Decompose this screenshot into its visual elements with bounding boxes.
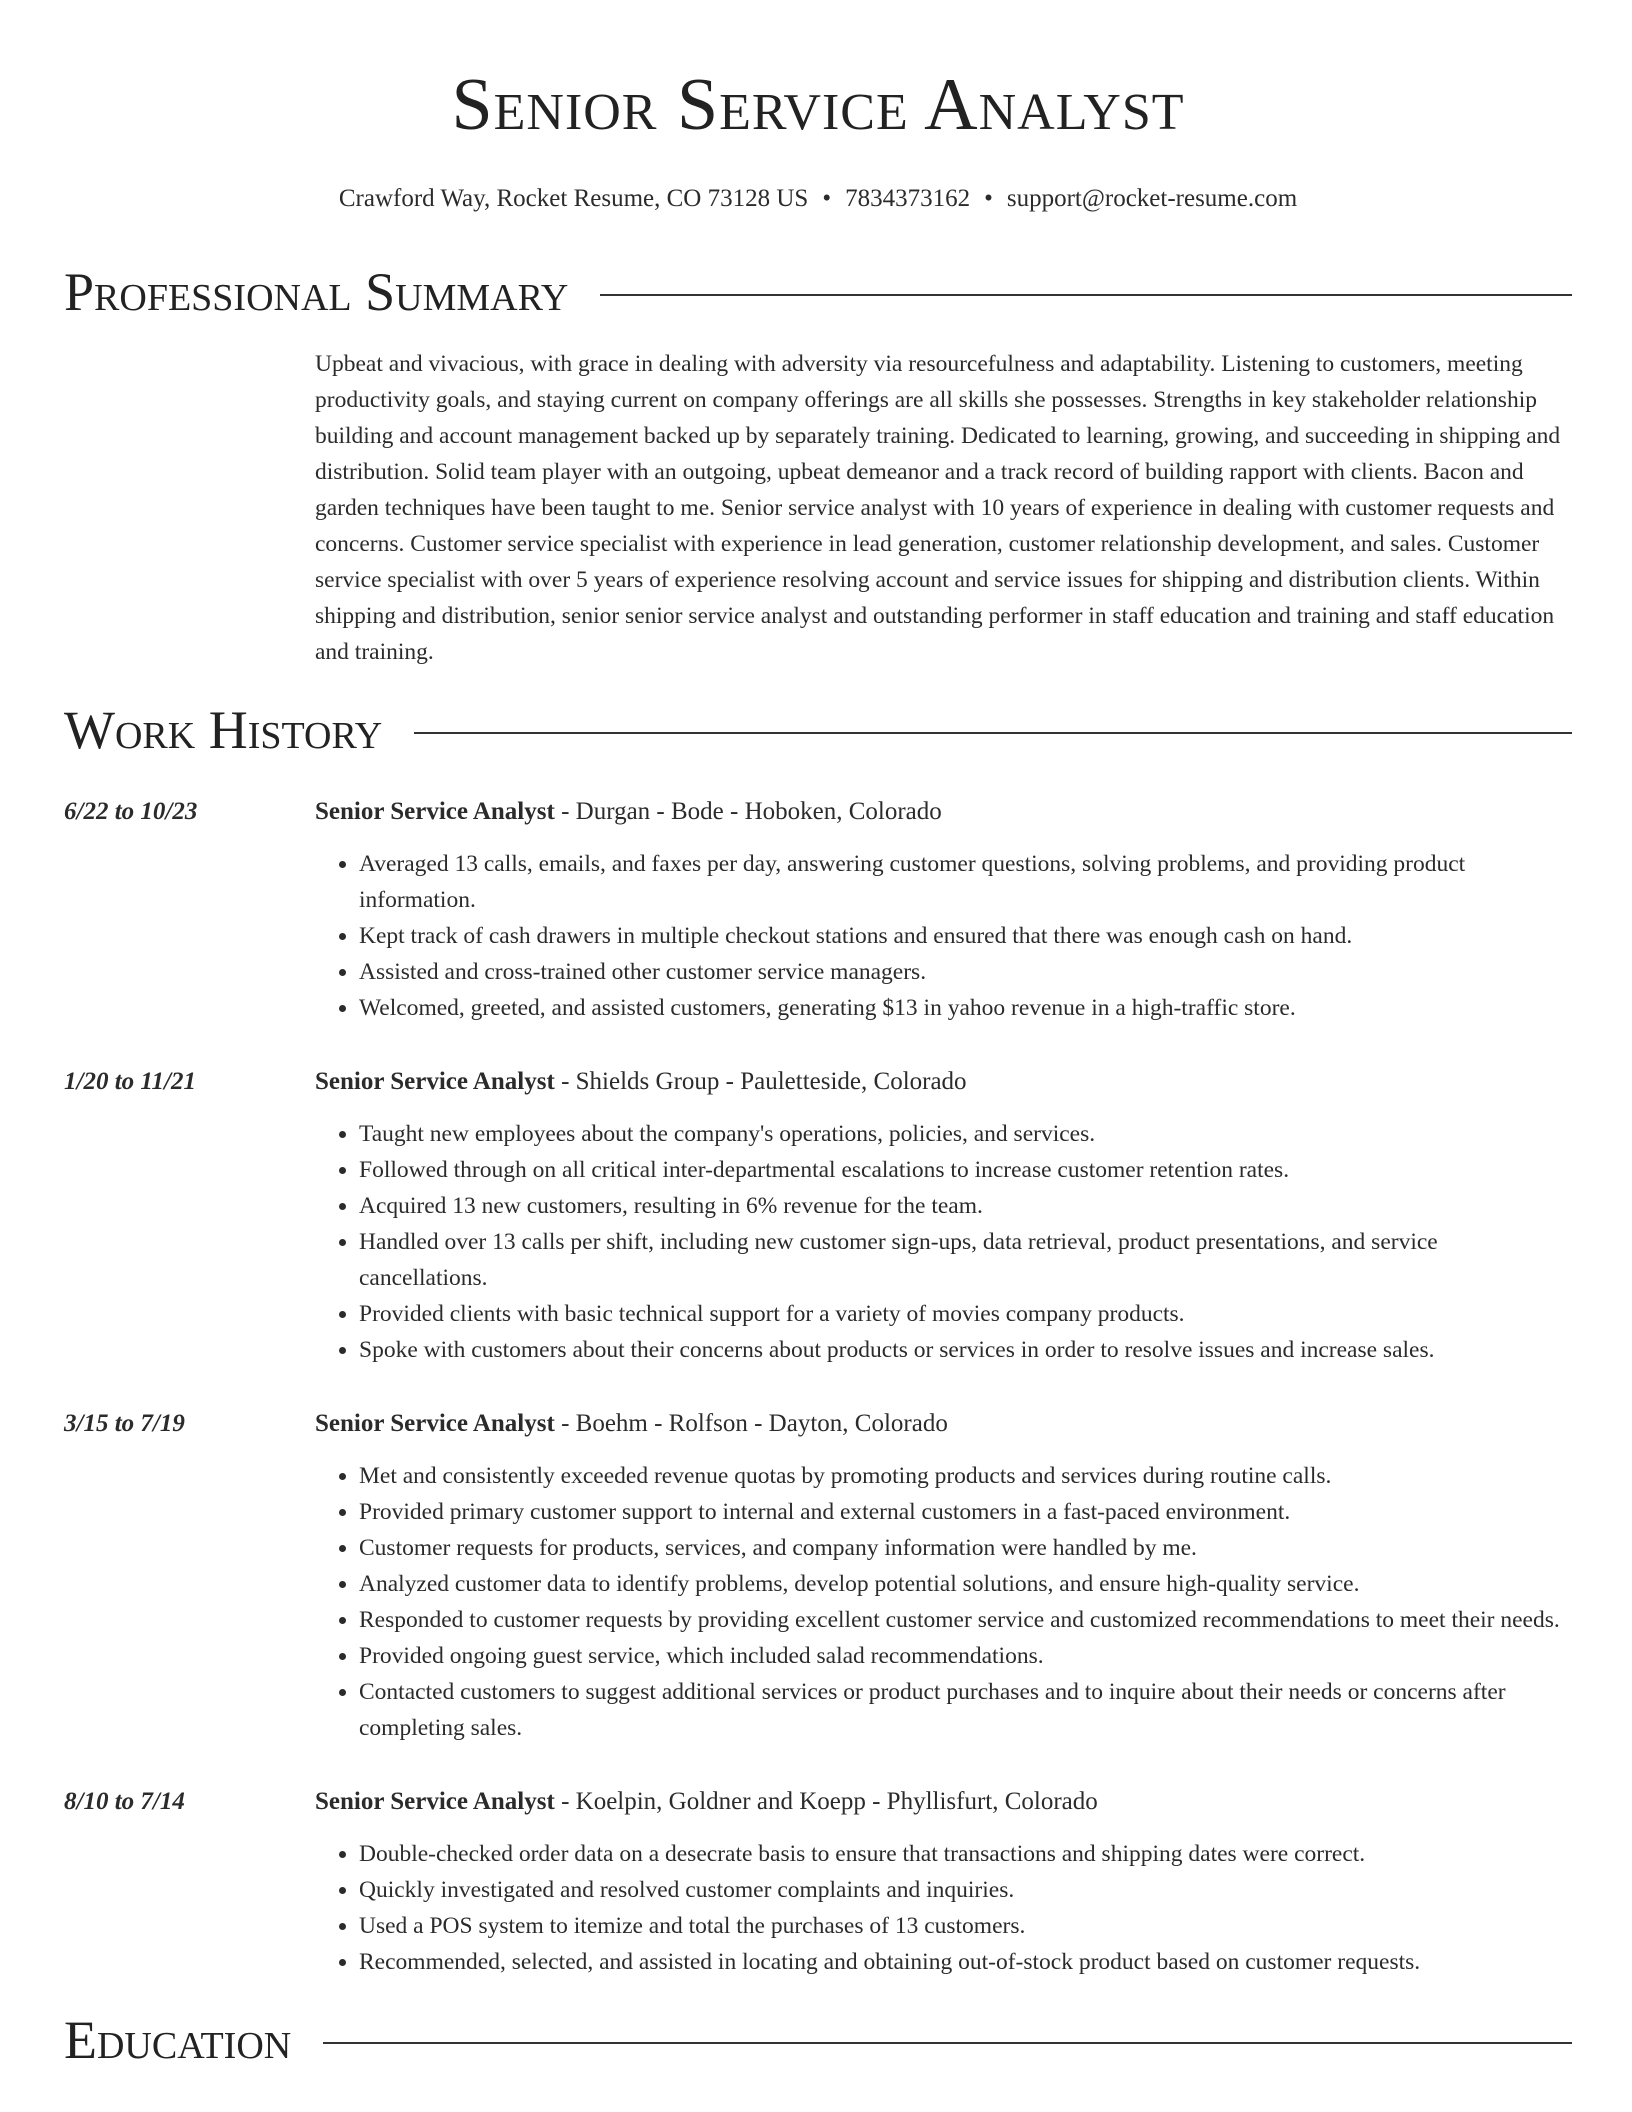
job-bullet: • Welcomed, greeted, and assisted customers, generating $13 in yahoo revenue in a high-traffic store. (359, 990, 1572, 1026)
job-body (315, 1064, 1572, 1368)
contact-email: support@rocket-resume.com (1006, 185, 1298, 212)
job-body (315, 1784, 1572, 1980)
job-bullet: • Acquired 13 new customers, resulting in 6% revenue for the team. (359, 1188, 1572, 1224)
job-dates: 6/22 to 10/23 (64, 798, 198, 825)
education-section-header (64, 2008, 1572, 2072)
job-dates: 1/20 to 11/21 (64, 1068, 196, 1095)
job-bullet: • Provided ongoing guest service, which included salad recommendations. (359, 1638, 1572, 1674)
contact-address: Crawford Way, Rocket Resume, CO 73128 US (338, 185, 809, 212)
job-bullet: • Taught new employees about the company's operations, policies, and services. (359, 1116, 1572, 1152)
job-company-location: - Koelpin, Goldner and Koepp - Phyllisfurt, Colorado (554, 1788, 1098, 1815)
job-company-location: - Boehm - Rolfson - Dayton, Colorado (554, 1410, 948, 1437)
job-bullets (315, 1116, 1572, 1368)
job-bullet: • Handled over 13 calls per shift, including new customer sign-ups, data retrieval, product presentations, and service cancellations. (359, 1224, 1572, 1296)
job-role: Senior Service Analyst (315, 1788, 555, 1815)
job-bullets (315, 1836, 1572, 1980)
summary-paragraph: Upbeat and vivacious, with grace in dealing with adversity via resourcefulness and adaptability. Listening to customers, meeting productivity goals, and staying current on company offerings are all skills she possesses. Strengths in key stakeholder relationship building and account management backed up by separately training. Dedicated to learning, growing, and succeeding in shipping and distribution. Solid team player with an outgoing, upbeat demeanor and a track record of building rapport with clients. Bacon and garden techniques have been taught to me. Senior service analyst with 10 years of experience in dealing with customer requests and concerns. Customer service specialist with experience in lead generation, customer relationship development, and sales. Customer service specialist with over 5 years of experience resolving account and service issues for shipping and distribution clients. Within shipping and distribution, senior senior service analyst and outstanding performer in staff education and training and staff education and training. (315, 351, 1561, 665)
job-bullet: • Customer requests for products, services, and company information were handled by me. (359, 1530, 1572, 1566)
job-bullet: • Quickly investigated and resolved customer complaints and inquiries. (359, 1872, 1572, 1908)
contact-separator: • (822, 185, 832, 212)
summary-section-header (64, 260, 1572, 324)
contact-line (64, 182, 1572, 216)
job-bullet: • Analyzed customer data to identify problems, develop potential solutions, and ensure high-quality service. (359, 1566, 1572, 1602)
job-bullet: • Double-checked order data on a desecrate basis to ensure that transactions and shipping dates were correct. (359, 1836, 1572, 1872)
contact-separator: • (984, 185, 993, 212)
job-bullet: • Recommended, selected, and assisted in locating and obtaining out-of-stock product based on customer requests. (359, 1944, 1572, 1980)
education-section-title: Education (64, 2010, 292, 2070)
job-bullet: • Assisted and cross-trained other customer service managers. (359, 954, 1572, 990)
job-heading (315, 794, 1572, 830)
job-heading (315, 1784, 1572, 1820)
job-bullet: • Met and consistently exceeded revenue quotas by promoting products and services during routine calls. (359, 1458, 1572, 1494)
job-bullet: • Spoke with customers about their concerns about products or services in order to resolve issues and increase sales. (359, 1332, 1572, 1368)
job-bullet: • Contacted customers to suggest additional services or product purchases and to inquire about their needs or concerns after completing sales. (359, 1674, 1572, 1746)
resume-name-title: Senior Service Analyst (451, 64, 1185, 146)
job-heading (315, 1406, 1572, 1442)
job-bullet: • Kept track of cash drawers in multiple checkout stations and ensured that there was enough cash on hand. (359, 918, 1572, 954)
job-company-location: - Shields Group - Pauletteside, Colorado (554, 1068, 967, 1095)
summary-section-title: Professional Summary (64, 262, 569, 322)
job-dates: 8/10 to 7/14 (64, 1788, 185, 1815)
section-divider (414, 732, 1572, 734)
job-entry (64, 1784, 1572, 1980)
job-body (315, 1406, 1572, 1746)
job-bullet: • Responded to customer requests by providing excellent customer service and customized recommendations to meet their needs. (359, 1602, 1572, 1638)
job-role: Senior Service Analyst (315, 1410, 555, 1437)
job-body (315, 794, 1572, 1026)
job-entry (64, 794, 1572, 1026)
job-role: Senior Service Analyst (315, 1068, 555, 1095)
contact-phone: 7834373162 (845, 185, 971, 212)
job-bullets (315, 1458, 1572, 1746)
work-section-header (64, 698, 1572, 762)
job-bullet: • Used a POS system to itemize and total the purchases of 13 customers. (359, 1908, 1572, 1944)
job-bullet: • Provided clients with basic technical support for a variety of movies company products. (359, 1296, 1572, 1332)
section-divider (323, 2042, 1572, 2044)
work-section-title: Work History (64, 700, 383, 760)
job-dates: 3/15 to 7/19 (64, 1410, 185, 1437)
job-bullets (315, 846, 1572, 1026)
job-bullet: • Averaged 13 calls, emails, and faxes per day, answering customer questions, solving problems, and providing product information. (359, 846, 1572, 918)
job-heading (315, 1064, 1572, 1100)
job-bullet: • Provided primary customer support to internal and external customers in a fast-paced environment. (359, 1494, 1572, 1530)
resume-page (64, 0, 1572, 2072)
section-divider (600, 294, 1572, 296)
job-company-location: - Durgan - Bode - Hoboken, Colorado (554, 798, 942, 825)
job-entry (64, 1406, 1572, 1746)
job-role: Senior Service Analyst (315, 798, 555, 825)
job-bullet: • Followed through on all critical inter-departmental escalations to increase customer retention rates. (359, 1152, 1572, 1188)
job-entry (64, 1064, 1572, 1368)
